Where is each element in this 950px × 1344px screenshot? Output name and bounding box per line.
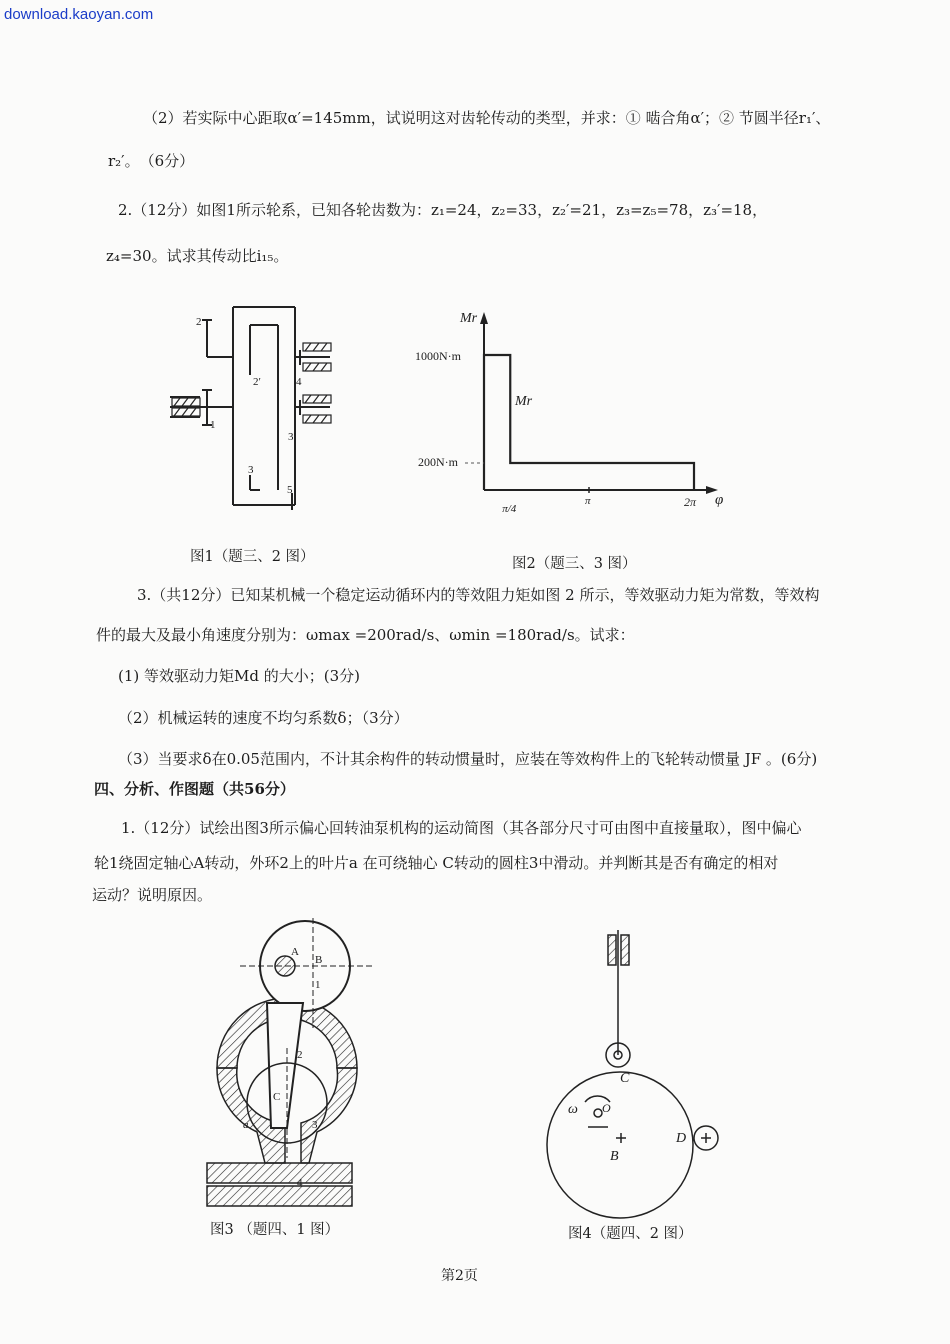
q1-part2-line1: （2）若实际中心距取α′=145mm，试说明这对齿轮传动的类型，并求：① 啮合角α′；② 节圆半径r₁′、 [143, 109, 831, 127]
fig1-label-3: 3 [248, 464, 254, 476]
q3-line2: 件的最大及最小角速度分别为：ωmax =200rad/s、ωmin =180rad/s。试求： [96, 626, 635, 644]
q2-line1: 2.（12分）如图1所示轮系，已知各轮齿数为：z₁=24，z₂=33，z₂′=21，z₃=z₅=78，z₃′=18， [118, 201, 768, 219]
fig2-caption: 图2（题三、3 图） [512, 556, 637, 572]
fig1-label-1: 1 [210, 419, 216, 431]
fig4-caption: 图4（题四、2 图） [568, 1226, 693, 1242]
fig3-label-4: 4 [297, 1177, 303, 1189]
chart-curve-label: Mr [515, 394, 533, 409]
chart-ytick-1000: 1000N·m [415, 349, 461, 363]
p4-q1-line1: 1.（12分）试绘出图3所示偏心回转油泵机构的运动简图（其各部分尺寸可由图中直接量取），图中偏心 [121, 819, 802, 837]
chart-series-mr [484, 355, 694, 490]
fig1-label-4: 4 [296, 376, 302, 388]
chart-xtick-pi: π [584, 495, 591, 507]
fig3-label-A: A [291, 946, 299, 958]
part4-heading: 四、分析、作图题（共56分） [94, 780, 295, 798]
fig1-caption: 图1（题三、2 图） [190, 549, 315, 565]
chart-ytick-200: 200N·m [418, 455, 458, 469]
fig3-label-B: B [315, 954, 323, 966]
q3-sub1: (1) 等效驱动力矩Md 的大小；(3分) [118, 667, 360, 685]
fig1-label-2prime: 2′ [253, 376, 261, 388]
fig3-label-3: 3 [312, 1119, 318, 1131]
figure-2-chart [410, 300, 740, 530]
p4-q1-line2: 轮1绕固定轴心A转动，外环2上的叶片a 在可绕轴心 C转动的圆柱3中滑动。并判断其是否有确定的相对 [94, 854, 779, 872]
p4-q1-line3: 运动？说明原因。 [92, 886, 213, 904]
figure-1-gear-train [160, 295, 350, 520]
chart-xtick-2pi: 2π [683, 495, 697, 509]
fig4-label-B: B [610, 1149, 619, 1164]
chart-y-label: Mr [460, 311, 478, 326]
fig3-label-C: C [273, 1091, 281, 1103]
q3-sub2: （2）机械运转的速度不均匀系数δ；（3分） [118, 709, 409, 727]
fig1-label-3prime: 3′ [288, 431, 296, 443]
q3-sub3: （3）当要求δ在0.05范围内，不计其余构件的转动惯量时，应装在等效构件上的飞轮转动惯量 JF 。(6分) [118, 750, 818, 768]
fig4-label-D: D [676, 1131, 687, 1146]
watermark[interactable]: download.kaoyan.com [4, 6, 154, 23]
page-number: 第2页 [441, 1268, 478, 1284]
q1-part2-line2: r₂′。 （6分） [108, 152, 195, 170]
fig4-label-C: C [620, 1071, 630, 1086]
figure-3-oil-pump [205, 918, 375, 1218]
chart-x-label: φ [715, 492, 724, 508]
fig4-label-O: O [602, 1101, 611, 1115]
figure-4-cam [540, 930, 730, 1220]
fig1-label-5: 5 [287, 484, 293, 496]
q2-line2: z₄=30。试求其传动比i₁₅。 [106, 247, 289, 265]
q3-line1: 3.（共12分）已知某机械一个稳定运动循环内的等效阻力矩如图 2 所示，等效驱动力矩为常数，等效构 [137, 586, 820, 604]
fig3-label-a: a [243, 1119, 249, 1131]
fig3-label-1: 1 [315, 979, 321, 991]
fig1-label-2: 2 [196, 316, 202, 328]
fig3-caption: 图3 （题四、1 图） [210, 1222, 340, 1238]
fig3-label-2: 2 [297, 1049, 303, 1061]
chart-xtick-pi-4: π/4 [502, 503, 517, 515]
fig4-label-omega: ω [568, 1102, 578, 1117]
